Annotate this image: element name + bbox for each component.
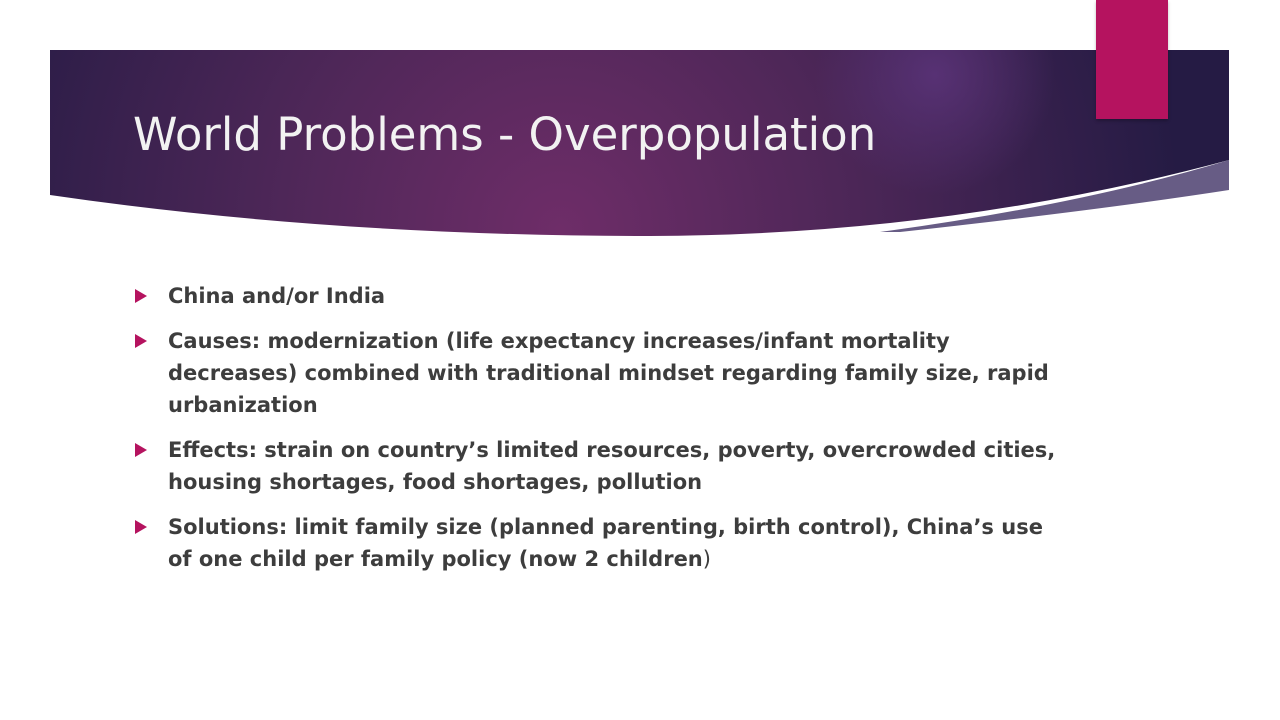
bullet-item — [133, 280, 1063, 312]
triangle-bullet-icon — [135, 289, 147, 303]
triangle-bullet-icon — [135, 520, 147, 534]
bullet-text: China and/or India — [168, 284, 386, 308]
bullet-text: Solutions: limit family size (planned parenting, birth control), China’s use of one child per family policy (now 2 children — [168, 515, 1043, 571]
bullet-item — [133, 511, 1063, 575]
slide-title: World Problems - Overpopulation — [133, 108, 877, 161]
bullet-text: Effects: strain on country’s limited resources, poverty, overcrowded cities, housing shortages, food shortages, pollution — [168, 438, 1056, 494]
bullet-text-tail: ) — [702, 547, 711, 571]
bullet-text: Causes: modernization (life expectancy increases/infant mortality decreases) combined with traditional mindset regarding family size, rapid urbanization — [168, 329, 1049, 417]
triangle-bullet-icon — [135, 334, 147, 348]
bullet-item — [133, 325, 1063, 421]
bullet-item — [133, 434, 1063, 498]
triangle-bullet-icon — [135, 443, 147, 457]
accent-tab — [1096, 0, 1168, 119]
bullet-list — [133, 280, 1063, 588]
